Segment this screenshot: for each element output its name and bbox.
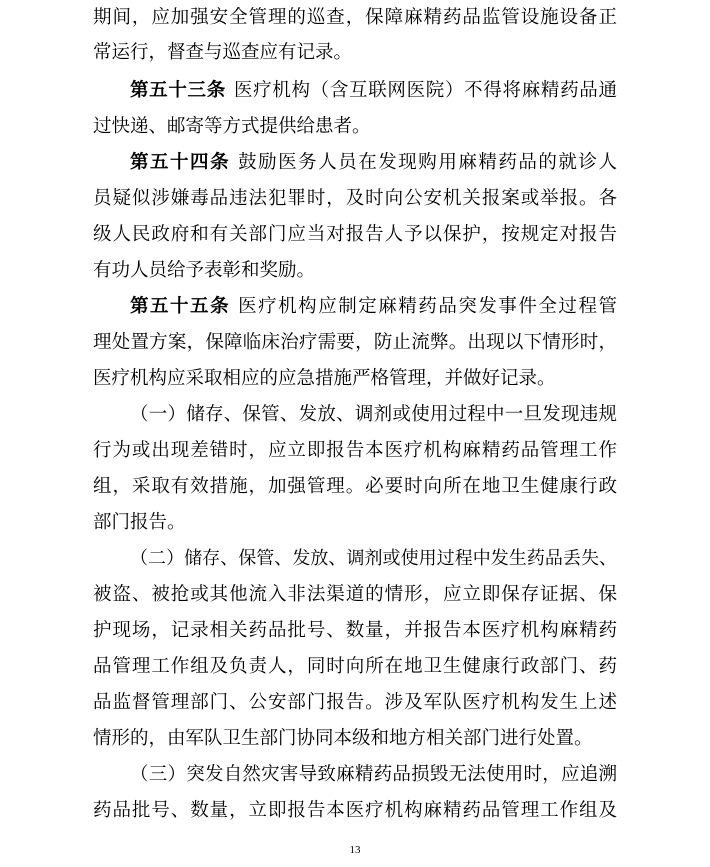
text-line: 医疗机构应采取相应的应急措施严格管理，并做好记录。 — [93, 368, 556, 389]
text-line: （三）突发自然灾害导致麻精药品损毁无法使用时，应追溯 — [130, 764, 617, 785]
article-label: 第五十四条 — [130, 152, 231, 173]
text-line: 级人民政府和有关部门应当对报告人予以保护，按规定对报告 — [93, 224, 617, 245]
article-53-heading-line: 第五十三条 医疗机构（含互联网医院）不得将麻精药品通 — [130, 80, 617, 101]
text-line: 期间，应加强安全管理的巡查，保障麻精药品监管设施设备正 — [93, 7, 617, 28]
text-line: 员疑似涉嫌毒品违法犯罪时，及时向公安机关报案或举报。各 — [93, 188, 617, 209]
text-line: 药品批号、数量，立即报告本医疗机构麻精药品管理工作组及 — [93, 800, 617, 821]
text-line: 有功人员给予表彰和奖励。 — [93, 260, 316, 281]
text-line: 过快递、邮寄等方式提供给患者。 — [93, 116, 371, 137]
article-label: 第五十三条 — [130, 80, 226, 101]
text-line: 理处置方案，保障临床治疗需要，防止流弊。出现以下情形时， — [93, 332, 617, 353]
text-line: 部门报告。 — [93, 512, 186, 533]
text-line: 品监督管理部门、公安部门报告。涉及军队医疗机构发生上述 — [93, 692, 617, 713]
text-line: （二）储存、保管、发放、调剂或使用过程中发生药品丢失、 — [130, 548, 617, 569]
text-line: （一）储存、保管、发放、调剂或使用过程中一旦发现违规 — [130, 404, 617, 425]
text-line: 组，采取有效措施，加强管理。必要时向所在地卫生健康行政 — [93, 476, 617, 497]
text-line: 情形的，由军队卫生部门协同本级和地方相关部门进行处置。 — [93, 728, 593, 749]
page-number: 13 — [349, 844, 361, 856]
article-54-heading-line: 第五十四条 鼓励医务人员在发现购用麻精药品的就诊人 — [130, 152, 617, 173]
text-line: 被盗、被抢或其他流入非法渠道的情形，应立即保存证据、保 — [93, 584, 617, 605]
text-line: 品管理工作组及负责人，同时向所在地卫生健康行政部门、药 — [93, 656, 617, 677]
article-55-heading-line: 第五十五条 医疗机构应制定麻精药品突发事件全过程管 — [130, 296, 617, 317]
text-line: 行为或出现差错时，应立即报告本医疗机构麻精药品管理工作 — [93, 440, 617, 461]
article-label: 第五十五条 — [130, 296, 231, 317]
text-line: 护现场，记录相关药品批号、数量，并报告本医疗机构麻精药 — [93, 620, 617, 641]
text-line: 常运行，督查与巡查应有记录。 — [93, 42, 353, 63]
